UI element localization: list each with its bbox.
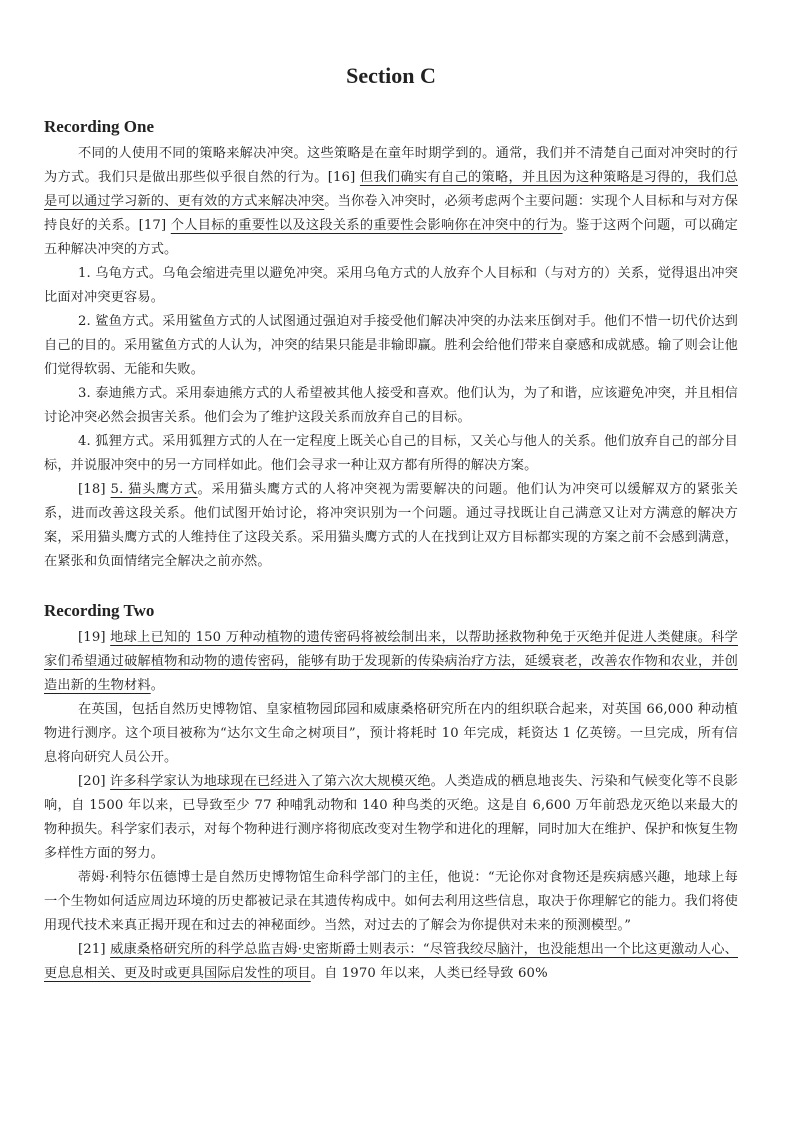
paragraph <box>44 866 738 938</box>
recording-one-title: Recording One <box>44 117 155 136</box>
text-segment: 。 <box>150 678 165 693</box>
paragraph <box>44 310 738 382</box>
underlined-answer-text: 许多科学家认为地球现在已经进入了第六次大规模灭绝 <box>110 774 431 789</box>
text-segment: 。鉴于这两个问题，可以确定五种解决冲突的方式。 <box>44 218 738 257</box>
text-segment: 1. 乌龟方式。乌龟会缩进壳里以避免冲突。采用乌龟方式的人放弃个人目标和（与对方的）关系，觉得退出冲突比面对冲突更容易。 <box>44 266 738 305</box>
text-segment: 。人类造成的栖息地丧失、污染和气候变化等不良影响，自 1500 年以来，已导致至少 77 种哺乳动物和 140 种鸟类的灭绝。这是自 6,600 万年前恐龙灭绝以来最大的物种损失。科学家们表示，对每个物种进行测序将彻底改变对生物学和进化的理解，同时加大在维护、保护和恢复生物多样性方面的努力。 <box>44 774 738 861</box>
text-segment: [18] <box>78 482 111 497</box>
paragraph <box>44 626 738 698</box>
underlined-answer-text: 地球上已知的 150 万种动植物的遗传密码将被绘制出来，以帮助拯救物种免于灭绝并促进人类健康。科学家们希望通过破解植物和动物的遗传密码，能够有助于发现新的传染病治疗方法，延缓衰老，改善农作物和农业，并创造出新的生物材料 <box>44 630 739 693</box>
underlined-answer-text: 5. 猫头鹰方式 <box>110 482 198 497</box>
underlined-answer-text: 威康桑格研究所的科学总监吉姆·史密斯爵士则表示：“尽管我绞尽脑汁，也没能想出一个比这更激动人心、更息息相关、更及时或更具国际启发性的项目 <box>44 942 738 981</box>
text-segment: 在英国，包括自然历史博物馆、皇家植物园邱园和威康桑格研究所在内的组织联合起来，对英国 66,000 种动植物进行测序。这个项目被称为“达尔文生命之树项目”，预计将耗时 10 年完成，耗资达 1 亿英镑。一旦完成，所有信息将向研究人员公开。 <box>44 702 738 765</box>
recording-two-body <box>44 626 738 986</box>
paragraph <box>44 382 738 430</box>
recording-one-body <box>44 142 738 574</box>
text-segment: [19] <box>78 630 111 645</box>
text-segment: [17] <box>138 218 171 233</box>
text-segment: 蒂姆·利特尔伍德博士是自然历史博物馆生命科学部门的主任，他说：“无论你对食物还是疾病感兴趣，地球上每一个生物如何适应周边环境的历史都被记录在其遗传构成中。如何去利用这些信息，取决于你理解它的能力。我们将使用现代技术来真正揭开现在和过去的神秘面纱。当然，对过去的了解会为你提供对未来的预测模型。” <box>44 870 738 933</box>
text-segment: 2. 鲨鱼方式。采用鲨鱼方式的人试图通过强迫对手接受他们解决冲突的办法来压倒对手。他们不惜一切代价达到自己的目的。采用鲨鱼方式的人认为，冲突的结果只能是非输即赢。胜利会给他们带来自豪感和成就感。输了则会让他们觉得软弱、无能和失败。 <box>44 314 738 377</box>
text-segment: 。采用猫头鹰方式的人将冲突视为需要解决的问题。他们认为冲突可以缓解双方的紧张关系，进而改善这段关系。他们试图开始讨论，将冲突识别为一个问题。通过寻找既让自己满意又让对方满意的解决方案，采用猫头鹰方式的人维持住了这段关系。采用猫头鹰方式的人在找到让双方目标都实现的方案之前不会感到满意，在紧张和负面情绪完全解决之前亦然。 <box>44 482 738 569</box>
paragraph <box>44 938 738 986</box>
text-segment: [16] <box>327 170 360 185</box>
text-segment: [21] <box>78 942 111 957</box>
underlined-answer-text: 但我们确实有自己的策略，并且因为这种策略是习得的，我们总是可以通过学习新的、更有效的方式来解决冲突 <box>44 170 738 209</box>
paragraph <box>44 770 738 866</box>
underlined-answer-text: 个人目标的重要性以及这段关系的重要性会影响你在冲突中的行为 <box>170 218 563 233</box>
recording-two <box>44 600 738 986</box>
text-segment: 。自 1970 年以来，人类已经导致 60% <box>310 966 548 981</box>
text-segment: 4. 狐狸方式。采用狐狸方式的人在一定程度上既关心自己的目标，又关心与他人的关系。他们放弃自己的部分目标，并说服冲突中的另一方同样如此。他们会寻求一种让双方都有所得的解决方案。 <box>44 434 738 473</box>
text-segment: 不同的人使用不同的策略来解决冲突。这些策略是在童年时期学到的。通常，我们并不清楚自己面对冲突时的行为方式。我们只是做出那些似乎很自然的行为。 <box>44 146 738 185</box>
paragraph <box>44 430 738 478</box>
paragraph <box>44 142 738 262</box>
text-segment: [20] <box>78 774 111 789</box>
section-title: Section C <box>346 63 436 88</box>
text-segment: 3. 泰迪熊方式。采用泰迪熊方式的人希望被其他人接受和喜欢。他们认为，为了和谐，应该避免冲突，并且相信讨论冲突必然会损害关系。他们会为了维护这段关系而放弃自己的目标。 <box>44 386 738 425</box>
recording-two-title: Recording Two <box>44 601 155 620</box>
recording-one <box>44 116 738 574</box>
paragraph <box>44 478 738 574</box>
paragraph <box>44 698 738 770</box>
text-segment: 。当你卷入冲突时，必须考虑两个主要问题：实现个人目标和与对方保持良好的关系。 <box>44 194 738 233</box>
paragraph <box>44 262 738 310</box>
